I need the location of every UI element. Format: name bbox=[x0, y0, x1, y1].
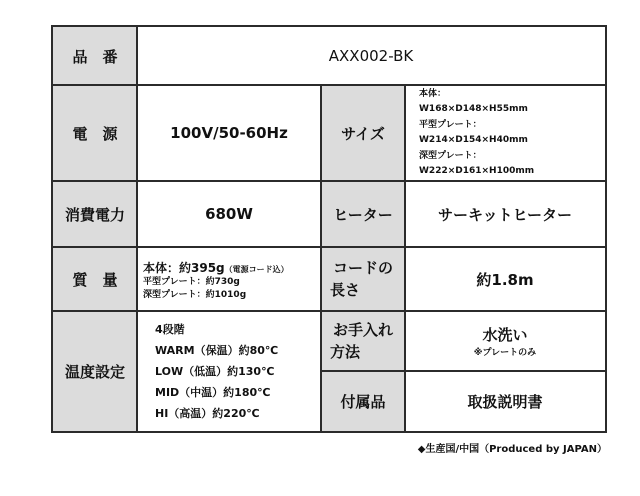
label-heater: ヒーター bbox=[321, 181, 405, 247]
temp-warm: WARM（保温）約80℃ bbox=[155, 343, 279, 357]
value-accessories: 取扱説明書 bbox=[467, 392, 543, 411]
value-product-no: AXX002-BK bbox=[328, 47, 414, 65]
label-cord-line2: 長さ bbox=[330, 281, 361, 299]
grid-line bbox=[320, 370, 605, 372]
size-body-label: 本体： bbox=[419, 88, 447, 99]
value-temperature bbox=[137, 311, 321, 431]
size-body-dim: W168×D148×H55mm bbox=[419, 104, 528, 114]
grid-line bbox=[136, 27, 138, 431]
mass-flat: 平型プレート：約730g bbox=[143, 276, 240, 287]
mass-body-note: （電源コード込） bbox=[224, 264, 289, 274]
size-deep-label: 深型プレート： bbox=[419, 150, 482, 161]
label-mass: 質 量 bbox=[53, 247, 137, 311]
mass-body: 本体：約395g bbox=[143, 260, 225, 275]
value-consumption: 680W bbox=[205, 205, 253, 223]
grid-line bbox=[404, 85, 406, 431]
size-flat-label: 平型プレート： bbox=[419, 119, 482, 130]
label-product-no: 品 番 bbox=[53, 27, 137, 85]
care-note: ※プレートのみ bbox=[473, 348, 537, 358]
label-size: サイズ bbox=[321, 85, 405, 181]
label-care-line1: お手入れ bbox=[332, 321, 393, 339]
value-size bbox=[405, 85, 605, 181]
grid-line bbox=[320, 85, 322, 431]
label-cord-line1: コードの bbox=[332, 259, 393, 277]
spec-table bbox=[51, 25, 607, 433]
origin-footnote: ◆生産国/中国（Produced by JAPAN） bbox=[417, 444, 607, 455]
mass-deep: 深型プレート：約1010g bbox=[143, 289, 247, 300]
temp-hi: HI（高温）約220℃ bbox=[155, 406, 260, 420]
label-cord bbox=[321, 247, 405, 311]
value-power: 100V/50-60Hz bbox=[170, 124, 288, 142]
label-care bbox=[321, 311, 405, 371]
label-care-line2: 方法 bbox=[330, 343, 361, 361]
label-accessories: 付属品 bbox=[321, 371, 405, 431]
grid-line bbox=[53, 310, 605, 312]
value-heater: サーキットヒーター bbox=[437, 205, 573, 224]
label-consumption: 消費電力 bbox=[53, 181, 137, 247]
temp-mid: MID（中温）約180℃ bbox=[155, 385, 271, 399]
value-cord: 約1.8m bbox=[476, 270, 534, 289]
size-flat-dim: W214×D154×H40mm bbox=[419, 135, 528, 145]
value-care bbox=[405, 311, 605, 371]
temp-low: LOW（低温）約130℃ bbox=[155, 364, 275, 378]
temp-steps: 4段階 bbox=[155, 322, 185, 336]
value-mass bbox=[137, 247, 321, 311]
size-deep-dim: W222×D161×H100mm bbox=[419, 166, 535, 176]
grid-line bbox=[53, 180, 605, 182]
grid-line bbox=[53, 246, 605, 248]
grid-line bbox=[53, 84, 605, 86]
label-temperature: 温度設定 bbox=[53, 311, 137, 431]
label-power: 電 源 bbox=[53, 85, 137, 181]
care-method: 水洗い bbox=[482, 326, 528, 344]
